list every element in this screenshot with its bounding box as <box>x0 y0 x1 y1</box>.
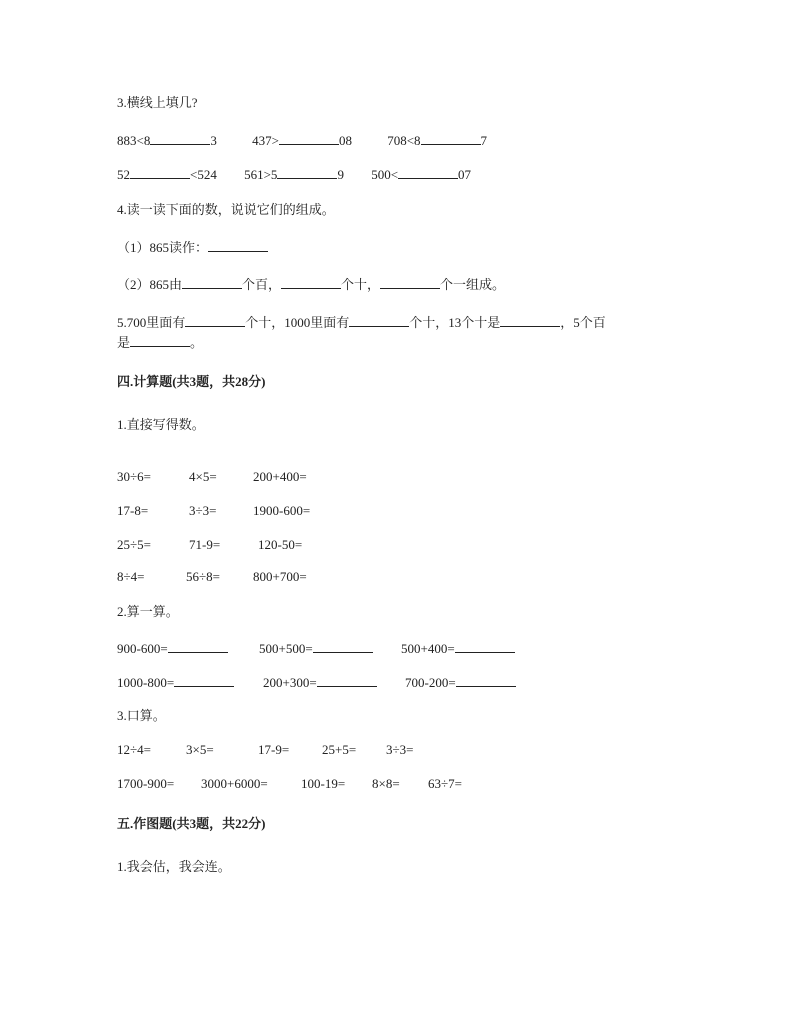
calc-item: 4×5= <box>189 469 217 484</box>
calc-item: 12÷4= <box>117 742 151 757</box>
question-3-title: 3.横线上填几? <box>117 95 198 110</box>
part-text: ，5个百 <box>560 315 606 330</box>
question-5-line-2 <box>117 333 203 352</box>
calc-item: 3×5= <box>186 742 214 757</box>
calc-item: 8×8= <box>372 776 400 791</box>
calc-item: 17-8= <box>117 503 149 518</box>
question-4-part-2 <box>117 275 505 294</box>
answer-blank[interactable] <box>455 639 515 653</box>
answer-blank[interactable] <box>456 673 516 687</box>
answer-blank[interactable] <box>277 165 337 179</box>
calc-item: 1900-600= <box>253 503 311 518</box>
expr-text: 7 <box>480 133 488 148</box>
answer-blank[interactable] <box>130 165 190 179</box>
calc-item: 100-19= <box>301 776 346 791</box>
calc-item: 17-9= <box>258 742 290 757</box>
answer-blank[interactable] <box>421 131 481 145</box>
answer-blank[interactable] <box>500 313 560 327</box>
answer-blank[interactable] <box>380 275 440 289</box>
calc-item: 700-200= <box>405 673 516 692</box>
answer-blank[interactable] <box>398 165 458 179</box>
calc-3-title: 3.口算。 <box>117 708 166 723</box>
part-label: （2）865由 <box>117 277 183 292</box>
question-4-part-1 <box>117 238 268 257</box>
calc-item: 800+700= <box>253 569 307 584</box>
answer-blank[interactable] <box>150 131 210 145</box>
calc-item: 1700-900= <box>117 776 175 791</box>
calc-item: 1000-800= <box>117 673 234 692</box>
question-4-title: 4.读一读下面的数，说说它们的组成。 <box>117 202 335 217</box>
draw-1-title: 1.我会估，我会连。 <box>117 859 231 874</box>
expr-text: 07 <box>458 167 472 182</box>
answer-blank[interactable] <box>174 673 234 687</box>
answer-blank[interactable] <box>208 238 268 252</box>
calc-item: 71-9= <box>189 537 221 552</box>
answer-blank[interactable] <box>168 639 228 653</box>
answer-blank[interactable] <box>313 639 373 653</box>
answer-blank[interactable] <box>349 313 409 327</box>
calc-item: 56÷8= <box>186 569 220 584</box>
calc-2-title: 2.算一算。 <box>117 604 179 619</box>
calc-item: 63÷7= <box>428 776 462 791</box>
question-3-row-1 <box>117 131 487 150</box>
part-text: 个十， <box>341 277 381 292</box>
question-5-line-1 <box>117 313 606 332</box>
part-label: （1）865读作： <box>117 240 209 255</box>
calc-item: 25÷5= <box>117 537 151 552</box>
question-3-row-2 <box>117 165 471 184</box>
calc-item: 30÷6= <box>117 469 151 484</box>
calc-item: 500+400= <box>401 639 515 658</box>
expr-text: 08 <box>338 133 352 148</box>
expr-text: 500< <box>371 167 399 182</box>
calc-item: 120-50= <box>258 537 303 552</box>
expr-text: 52 <box>117 167 130 182</box>
part-text: 个十，1000里面有 <box>245 315 350 330</box>
part-text: 是 <box>117 335 131 350</box>
calc-item: 8÷4= <box>117 569 145 584</box>
answer-blank[interactable] <box>185 313 245 327</box>
expr-text: 437> <box>252 133 279 148</box>
calc-1-title: 1.直接写得数。 <box>117 417 205 432</box>
calc-item: 500+500= <box>259 639 373 658</box>
expr-text: 3 <box>210 133 217 148</box>
part-text: 。 <box>190 335 204 350</box>
answer-blank[interactable] <box>279 131 339 145</box>
answer-blank[interactable] <box>317 673 377 687</box>
calc-item: 200+300= <box>263 673 377 692</box>
calc-item: 3÷3= <box>386 742 414 757</box>
part-text: 个百， <box>242 277 282 292</box>
calc-item: 900-600= <box>117 639 228 658</box>
expr-text: <524 <box>190 167 217 182</box>
calc-item: 25+5= <box>322 742 357 757</box>
expr-text: 708<8 <box>387 133 421 148</box>
part-text: 个十，13个十是 <box>409 315 501 330</box>
section-4-title: 四.计算题(共3题，共28分) <box>117 374 266 389</box>
calc-item: 200+400= <box>253 469 307 484</box>
answer-blank[interactable] <box>130 333 190 347</box>
calc-item: 3000+6000= <box>201 776 268 791</box>
expr-text: 9 <box>337 167 344 182</box>
part-text: 5.700里面有 <box>117 315 186 330</box>
expr-text: 883<8 <box>117 133 151 148</box>
answer-blank[interactable] <box>182 275 242 289</box>
answer-blank[interactable] <box>281 275 341 289</box>
expr-text: 561>5 <box>244 167 278 182</box>
section-5-title: 五.作图题(共3题，共22分) <box>117 816 266 831</box>
calc-item: 3÷3= <box>189 503 217 518</box>
part-text: 个一组成。 <box>440 277 506 292</box>
